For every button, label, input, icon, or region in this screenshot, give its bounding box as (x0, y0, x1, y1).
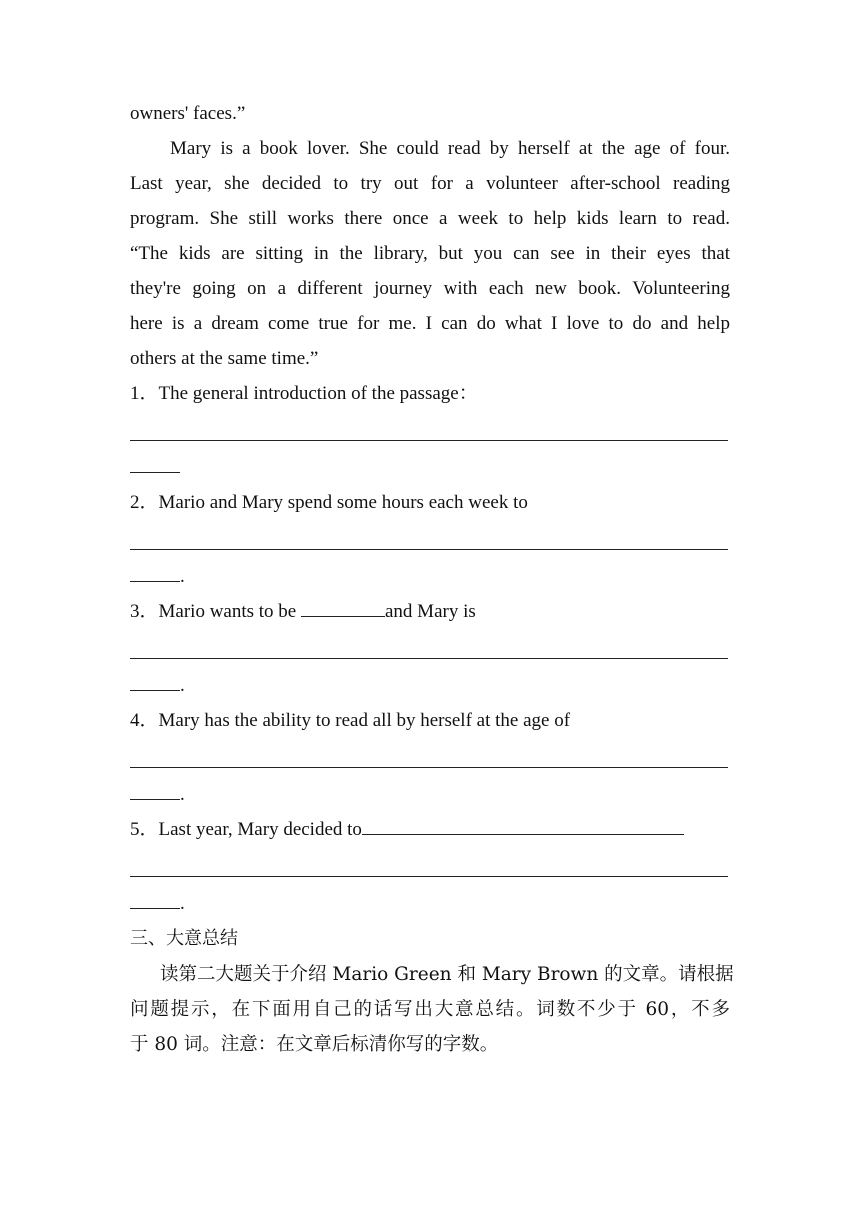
question-3 (130, 594, 730, 703)
answer-tail-punct: . (180, 784, 185, 805)
passage-line: Last year, she decided to try out for a volunteer after-school reading (130, 173, 730, 194)
inline-blank[interactable] (362, 812, 684, 835)
question-number: 1． (130, 383, 159, 404)
question-1 (130, 376, 730, 485)
mary-paragraph (130, 131, 730, 376)
passage-line: Mary is a book lover. She could read by herself at the age of four. (170, 138, 730, 159)
question-prompt (130, 376, 730, 411)
question-number: 2． (130, 492, 159, 513)
passage-line: “The kids are sitting in the library, but you can see in their eyes that (130, 243, 730, 264)
section-instructions (130, 957, 734, 1062)
passage-continuation (130, 96, 730, 131)
answer-line[interactable] (130, 411, 730, 451)
question-number: 3． (130, 601, 159, 622)
instruction-line: 读第二大题关于介绍 Mario Green 和 Mary Brown 的文章。请根据 (160, 964, 734, 985)
passage-line: owners' faces.” (130, 103, 246, 124)
inline-blank[interactable] (301, 594, 385, 617)
answer-tail-punct: . (180, 893, 185, 914)
question-text: Mario wants to be (158, 601, 301, 622)
answer-line-tail[interactable] (130, 887, 730, 921)
section-title: 三、大意总结 (130, 928, 238, 949)
question-2 (130, 485, 730, 594)
question-text: The general introduction of the passage： (158, 383, 478, 404)
answer-line[interactable] (130, 738, 730, 778)
instruction-line: 于 80 词。注意：在文章后标清你写的字数。 (130, 1034, 499, 1055)
passage-line: here is a dream come true for me. I can do what I love to do and help (130, 313, 730, 334)
question-5 (130, 812, 730, 921)
question-number: 4． (130, 710, 159, 731)
worksheet-page (130, 96, 734, 1062)
passage-line: program. She still works there once a week to help kids learn to read. (130, 208, 730, 229)
question-prompt (130, 485, 730, 520)
answer-line[interactable] (130, 520, 730, 560)
passage-line: they're going on a different journey with each new book. Volunteering (130, 278, 730, 299)
answer-line-tail[interactable] (130, 669, 730, 703)
answer-line[interactable] (130, 629, 730, 669)
question-prompt (130, 703, 730, 738)
answer-line-tail[interactable] (130, 560, 730, 594)
question-text: Last year, Mary decided to (158, 819, 362, 840)
question-number: 5． (130, 819, 159, 840)
answer-tail-punct: . (180, 566, 185, 587)
question-text: Mary has the ability to read all by herself at the age of (158, 710, 571, 731)
question-prompt (130, 812, 730, 847)
passage-line: others at the same time.” (130, 348, 319, 369)
answer-line[interactable] (130, 847, 730, 887)
answer-line-tail[interactable] (130, 451, 730, 485)
answer-tail-punct: . (180, 675, 185, 696)
instruction-line: 问题提示，在下面用自己的话写出大意总结。词数不少于 60，不多 (130, 999, 730, 1020)
answer-line-tail[interactable] (130, 778, 730, 812)
question-text: and Mary is (385, 601, 476, 622)
question-4 (130, 703, 730, 812)
question-prompt (130, 594, 730, 629)
question-text: Mario and Mary spend some hours each week to (158, 492, 528, 513)
